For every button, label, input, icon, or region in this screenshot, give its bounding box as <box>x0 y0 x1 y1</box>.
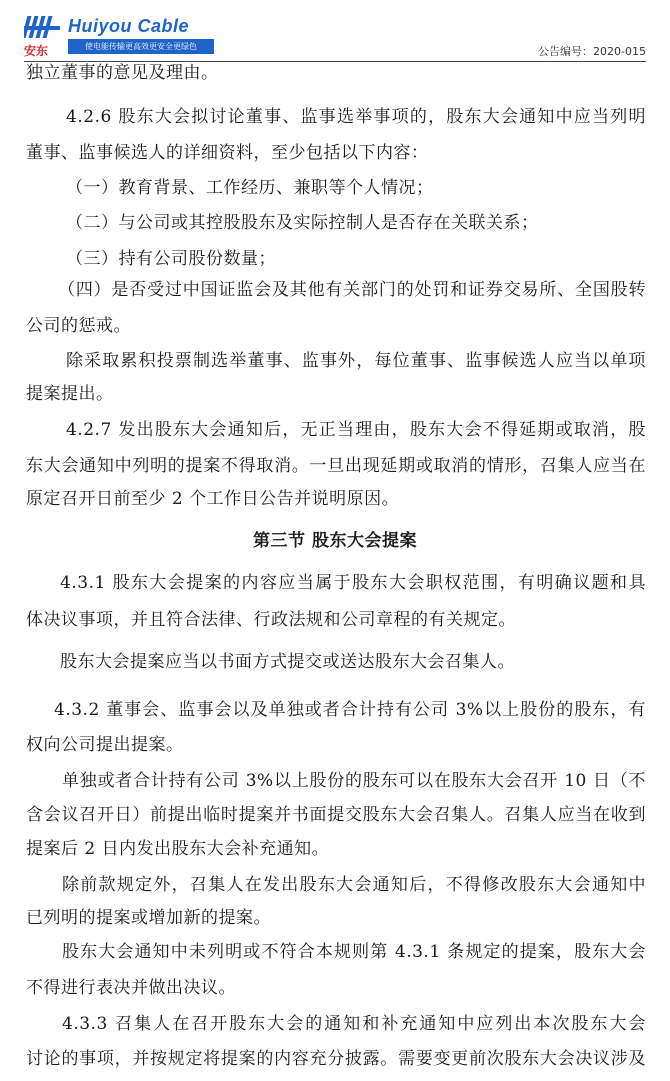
brand-slogan: 使电能传输更高效更安全更绿色 <box>68 39 214 54</box>
text-line: 原定召开日前至少 2 个工作日公告并说明原因。 <box>26 489 400 509</box>
text-line: 公司的惩戒。 <box>26 316 131 336</box>
text-line: 股东大会提案应当以书面方式提交或送达股东大会召集人。 <box>60 652 515 672</box>
clause-4-3-1: 4.3.1 股东大会提案的内容应当属于股东大会职权范围，有明确议题和具 <box>60 573 646 593</box>
text-line: 董事、监事候选人的详细资料，至少包括以下内容： <box>26 143 429 163</box>
list-item: （四）是否受过中国证监会及其他有关部门的处罚和证券交易所、全国股转 <box>58 280 646 300</box>
announcement-number: 公告编号：2020-015 <box>538 45 646 58</box>
company-logo <box>24 14 197 58</box>
clause-4-2-7: 4.2.7 发出股东大会通知后，无正当理由，股东大会不得延期或取消，股 <box>66 420 646 440</box>
text-line: 除采取累积投票制选举董事、监事外，每位董事、监事候选人应当以单项 <box>66 351 646 371</box>
text-line: 已列明的提案或增加新的提案。 <box>26 908 271 928</box>
text-line: 体决议事项，并且符合法律、行政法规和公司章程的有关规定。 <box>26 610 516 630</box>
clause-4-3-3: 4.3.3 召集人在召开股东大会的通知和补充通知中应列出本次股东大会 <box>62 1014 646 1034</box>
text-line: 讨论的事项，并按规定将提案的内容充分披露。需要变更前次股东大会决议涉及 <box>26 1049 646 1069</box>
text-line: 独立董事的意见及理由。 <box>26 63 219 83</box>
text-line: 含会议召开日）前提出临时提案并书面提交股东大会召集人。召集人应当在收到 <box>26 805 646 825</box>
text-line: 东大会通知中列明的提案不得取消。一旦出现延期或取消的情形，召集人应当在 <box>26 456 646 476</box>
text-line: 单独或者合计持有公司 3%以上股份的股东可以在股东大会召开 10 日（不 <box>62 771 646 791</box>
text-line: 股东大会通知中未列明或不符合本规则第 4.3.1 条规定的提案，股东大会 <box>62 942 646 962</box>
clause-4-3-2: 4.3.2 董事会、监事会以及单独或者合计持有公司 3%以上股份的股东，有 <box>54 700 646 720</box>
text-line: 除前款规定外，召集人在发出股东大会通知后，不得修改股东大会通知中 <box>62 875 646 895</box>
list-item: （一）教育背景、工作经历、兼职等个人情况； <box>66 178 434 198</box>
brand-name: Huiyou Cable <box>68 16 190 36</box>
text-line: 权向公司提出提案。 <box>26 735 184 755</box>
text-line: 不得进行表决并做出决议。 <box>26 978 236 998</box>
text-line: 提案提出。 <box>26 384 114 404</box>
list-item: （三）持有公司股份数量； <box>66 249 276 269</box>
text-line: 提案后 2 日内发出股东大会补充通知。 <box>26 839 330 859</box>
list-item: （二）与公司或其控股股东及实际控制人是否存在关联关系； <box>66 213 539 233</box>
section-title: 第三节 股东大会提案 <box>253 531 417 551</box>
page-header <box>0 0 670 64</box>
clause-4-2-6: 4.2.6 股东大会拟讨论董事、监事选举事项的，股东大会通知中应当列明 <box>66 107 646 127</box>
brand-cn-mark: 安东 <box>24 44 49 58</box>
